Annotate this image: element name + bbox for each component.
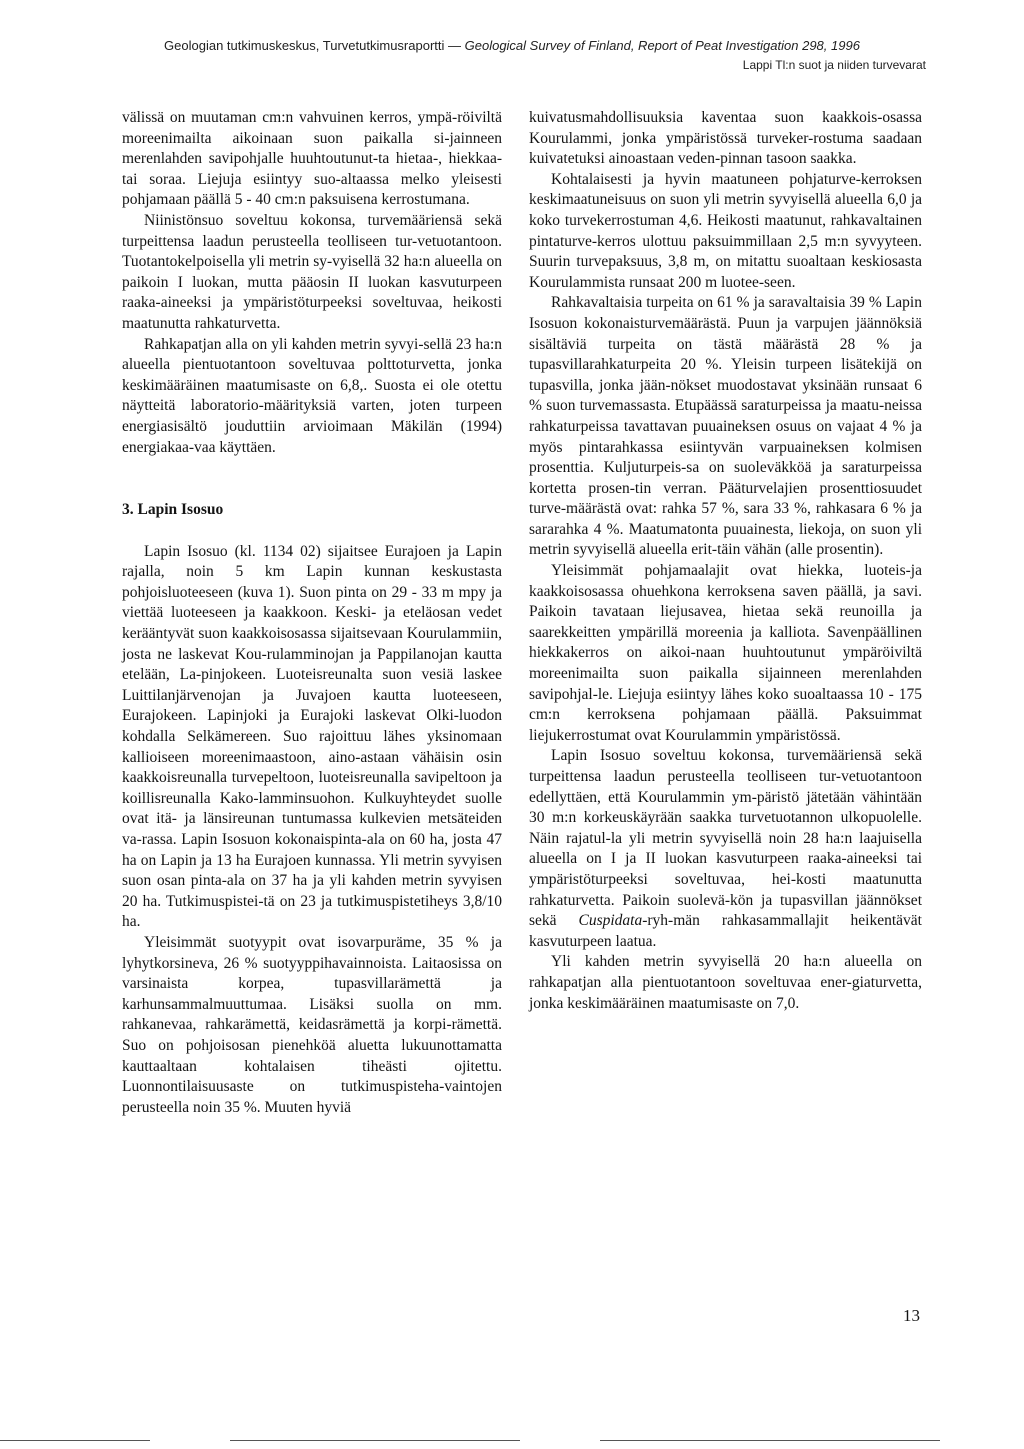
scan-edge-line <box>600 1440 940 1441</box>
paragraph: Kohtalaisesti ja hyvin maatuneen pohjaturve-kerroksen keskimaatuneisuus on suon yli metrin syvyisellä alueella 6,0 ja koko turvekerrostuman 4,6. Heikosti maatunut, rahkavaltainen pintaturve-kerros ulottuu paksuimmillaan 2,5 m:n syvyyteen. Suurin turvepaksuus, 3,8 m, on mitattu suoaltaan keskiosasta Kourulammista runsaat 200 m luotee-seen. <box>529 170 922 291</box>
running-header <box>0 38 1024 53</box>
paragraph-text: Lapin Isosuo soveltuu kokonsa, turvemääriensä sekä turpeittensa laadun perusteella teolliseen tur-vetuotantoon edellyttäen, että Kourulammin ym-päristö jätetään vähintään 30 m:n korkeuskäyrään saakka turvetuotannon ulkopuolelle. Näin rajatul-la yli metrin syvyisellä noin 28 ha:n laajuisella alueella on I ja II luokan kasvuturpeen raaka-aineeksi tai ympäristöturpeeksi soveltuvaa, hei-kosti maatunutta rahkaturvetta. Paikoin suolevä-kön ja tupasvillan jäännökset sekä <box>529 747 922 930</box>
header-series: Geological Survey of Finland, Report of Peat Investigation 298, 1996 <box>464 38 860 53</box>
paragraph <box>529 746 922 952</box>
left-column <box>122 108 502 1118</box>
paragraph: Yli kahden metrin syvyisellä 20 ha:n alueella on rahkapatjan alla pientuotantoon soveltuvaa ener-giaturvetta, jonka keskimääräinen maatumisaste on 7,0. <box>529 953 922 1012</box>
header-org: Geologian tutkimuskeskus, Turvetutkimusraportti — <box>164 38 461 53</box>
genus-name: Cuspidata <box>578 912 643 930</box>
section-heading: 3. Lapin Isosuo <box>122 501 224 519</box>
paragraph: Yleisimmät suotyypit ovat isovarpuräme, 35 % ja lyhytkorsineva, 26 % suotyyppihavainnoista. Laitaosissa on varsinaista korpea, tupasvillarämettä ja karhunsammalmuuttumaa. Lisäksi suolla on mm. rahkanevaa, rahkarämettä, keidasrämettä ja korpi-rämettä. Suo on pohjoisosan pienehköä aluetta lukuunottamatta kauttaaltaan kohtalaisen tiheästi ojitettu. Luonnontilaisuusaste on tutkimuspisteha-vaintojen perusteella noin 35 %. Muuten hyviä <box>122 933 502 1116</box>
paragraph: Rahkapatjan alla on yli kahden metrin syvyi-sellä 23 ha:n alueella pientuotantoon soveltuvaa polttoturvetta, jonka keskimääräinen maatumisaste on 6,8,. Suosta ei ole otettu näytteitä laboratorio-määrityksiä varten, joten turpeen energiasisältö jouduttiin arvioimaan Mäkilän (1994) energiakaa-vaa käyttäen. <box>122 335 502 456</box>
scan-edge-line <box>0 1440 150 1441</box>
paragraph-text: -ryh-män rahkasammallajit heikentävät kasvuturpeen laatua. <box>529 912 922 950</box>
header-subtitle: Lappi Tl:n suot ja niiden turvevarat <box>742 58 926 72</box>
scan-edge-line <box>230 1440 520 1441</box>
page-number: 13 <box>903 1306 920 1325</box>
paragraph: Yleisimmät pohjamaalajit ovat hiekka, luoteis-ja kaakkoisosassa ohuehkona kerroksena saven päällä, ja savi. Paikoin tavataan liejusavea, hietaa sekä reunoilla ja saarekkeitten ympärillä moreenia ja kalliota. Savenpäällinen hiekkakerros on aikoi-naan huuhtoutunut ympäröiviltä moreenimailta suon paikalla sijainneen merenlahden savipohjal-le. Liejuja esiintyy lähes koko suoaltaassa 10 - 175 cm:n kerroksena pohjamaan päällä. Paksuimmat liejukerrostumat ovat Kourulammin ympäristössä. <box>529 562 922 744</box>
paragraph: Lapin Isosuo (kl. 1134 02) sijaitsee Eurajoen ja Lapin rajalla, noin 5 km Lapin kunnan keskustasta pohjoisluoteeseen (kuva 1). Suon pinta on 29 - 33 m mpy ja viettää luoteeseen ja kaakkoon. Keski- ja eteläosan vedet kerääntyvät suon kaakkoisosassa sijaitsevaan Kourulammiin, josta ne laskevat Kou-rulamminojan ja Pappilanojan kautta etelään, La-pinjokeen. Luoteisreunalta suon vesiä laskee Luittilanjärvenojan ja Juvajoen kautta luoteeseen, Eurajokeen. Lapinjoki ja Eurajoki laskevat Olki-luodon kohdalla Selkämereen. Suo rajoittuu lähes yksinomaan kallioiseen moreenimaastoon, aino-astaan vähäisin osin kaakkoisreunalla turvepeltoon, luoteisreunalla savipeltoon ja koillisreunalla Kako-lamminsuohon. Kulkuyhteydet suolle ovat itä- ja länsireunan tuntumassa kulkevien metsäteiden va-rassa. Lapin Isosuon kokonaispinta-ala on 60 ha, josta 47 ha on Lapin ja 13 ha Eurajoen kunnassa. Yli metrin syvyisen suon osan pinta-ala on 37 ha ja yli kahden metrin syvyisen 20 ha. Tutkimuspistei-tä on 23 ja tutkimuspistetiheys 3,8/10 ha. <box>122 542 502 931</box>
paragraph: välissä on muutaman cm:n vahvuinen kerros, ympä-röiviltä moreenimailta aikoinaan suon paikalla si-jainneen merenlahden savipohjalle huuhtoutunut-ta hietaa-, hiekkaa- tai soraa. Liejuja esiintyy suo-altaassa melko yleisesti pohjamaan päällä 5 - 40 cm:n paksuisena kerrostumana. <box>122 109 502 209</box>
paragraph: kuivatusmahdollisuuksia kaventaa suon kaakkois-osassa Kourulammi, jonka ympäristössä turveker-rostuma saadaan kuivatetuksi ainoastaan veden-pinnan tasoon saakka. <box>529 109 922 168</box>
right-column <box>529 108 922 1014</box>
paragraph: Niinistönsuo soveltuu kokonsa, turvemääriensä sekä turpeittensa laadun perusteella teolliseen tur-vetuotantoon. Tuotantokelpoisella yli metrin sy-vyisellä 32 ha:n alueella on paikoin I luokan, mutta pääosin II luokan kasvuturpeen raaka-aineeksi ja ympäristöturpeeksi soveltuvaa, heikosti maatunutta rahkaturvetta. <box>122 211 502 332</box>
paragraph: Rahkavaltaisia turpeita on 61 % ja saravaltaisia 39 % Lapin Isosuon kokonaisturvemäärästä. Puun ja varpujen jäännöksiä sisältäviä turpeita on tästä määrästä 28 % ja tupasvillarahkaturpeita 20 %. Yleisin turpeen lisätekijä on tupasvilla, jonka jään-nökset muodostavat yksinään runsaat 6 % suon turvemassasta. Etupäässä saraturpeissa ja maatu-neissa rahkaturpeissa tavattavan puuaineksen osuus on vajaat 4 % ja myös pintarahkassa esiintyvän varpuaineksen kolmisen prosenttia. Kuljuturpeis-sa on suoleväkköä ja saraturpeissa kortetta prosen-tin verran. Pääturvelajien prosenttiosuudet turve-määrästä ovat: rahka 57 %, sara 33 %, rahkasara 6 % ja sararahka 4 %. Maatumatonta puuainesta, liekoja, on suon yli metrin syvyisellä alueella erit-täin vähän (alle prosentin). <box>529 294 922 559</box>
